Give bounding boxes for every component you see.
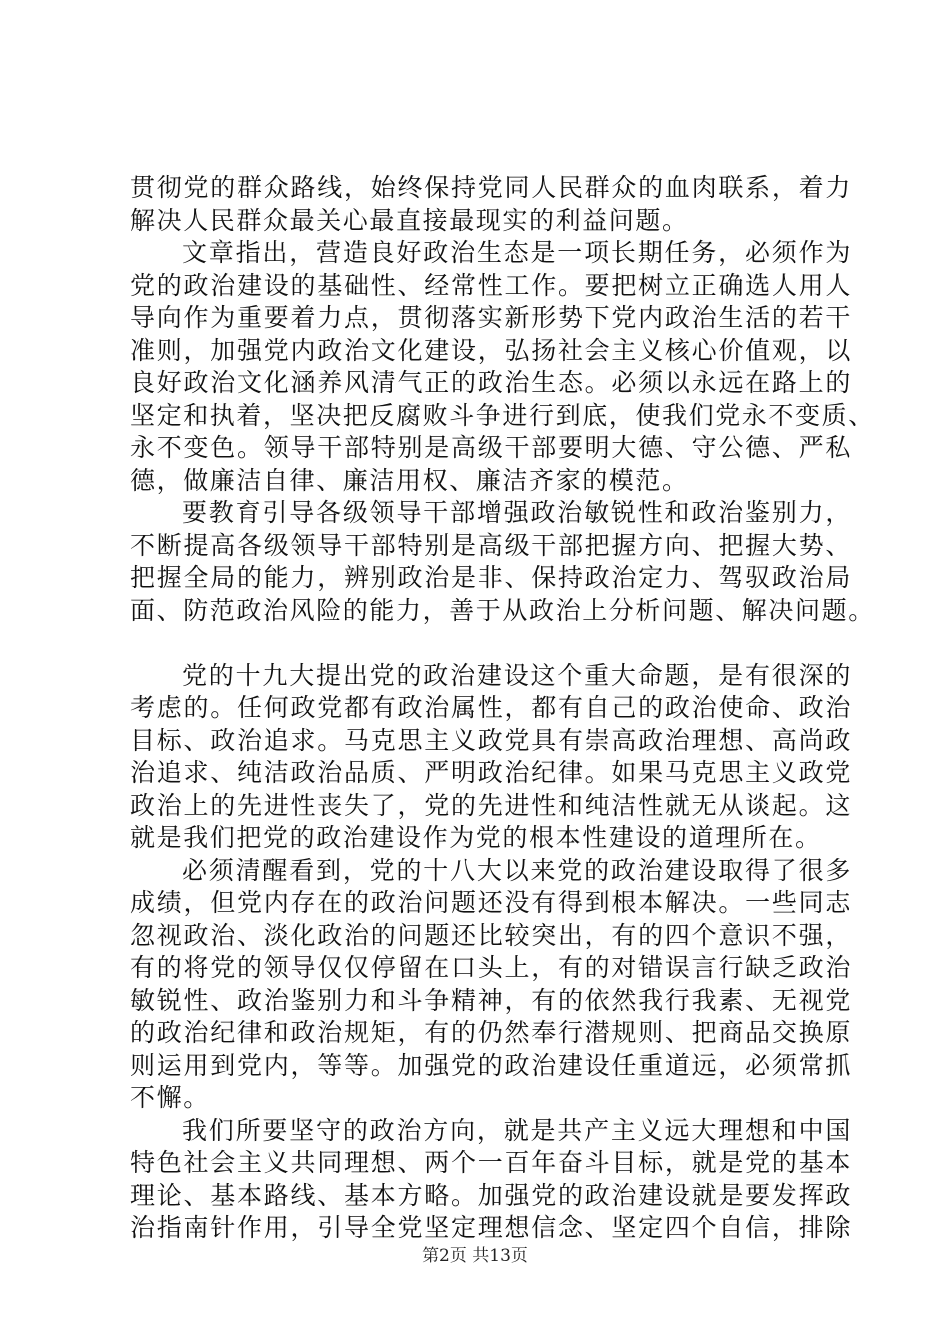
text-line: 的政治纪律和政治规矩，有的仍然奉行潜规则、把商品交换原 bbox=[130, 1018, 852, 1047]
text-line: 面、防范政治风险的能力，善于从政治上分析问题、解决问题。 bbox=[130, 595, 875, 625]
text-line: 理论、基本路线、基本方略。加强党的政治建设就是要发挥政 bbox=[130, 1180, 852, 1210]
text-line: 政治上的先进性丧失了，党的先进性和纯洁性就无从谈起。这 bbox=[130, 790, 852, 820]
text-line: 目标、政治追求。马克思主义政党具有崇高政治理想、高尚政 bbox=[130, 725, 852, 755]
text-line: 不懈。 bbox=[130, 1083, 210, 1112]
text-line: 把握全局的能力，辨别政治是非、保持政治定力、驾驭政治局 bbox=[130, 563, 852, 592]
text-line: 德，做廉洁自律、廉洁用权、廉洁齐家的模范。 bbox=[130, 465, 689, 495]
text-line: 准则，加强党内政治文化建设，弘扬社会主义核心价值观，以 bbox=[130, 335, 852, 365]
text-line: 我们所要坚守的政治方向，就是共产主义远大理想和中国 bbox=[182, 1115, 852, 1145]
text-line: 永不变色。领导干部特别是高级干部要明大德、守公德、严私 bbox=[130, 433, 852, 462]
text-line: 敏锐性、政治鉴别力和斗争精神，有的依然我行我素、无视党 bbox=[130, 985, 852, 1015]
text-line: 不断提高各级领导干部特别是高级干部把握方向、把握大势、 bbox=[130, 530, 852, 560]
page-footer bbox=[0, 1245, 950, 1267]
text-line: 党的政治建设的基础性、经常性工作。要把树立正确选人用人 bbox=[130, 270, 852, 300]
text-line: 成绩，但党内存在的政治问题还没有得到根本解决。一些同志 bbox=[130, 888, 852, 917]
text-line: 导向作为重要着力点，贯彻落实新形势下党内政治生活的若干 bbox=[130, 303, 852, 332]
paragraph-2 bbox=[130, 237, 875, 497]
text-line: 忽视政治、淡化政治的问题还比较突出，有的四个意识不强， bbox=[130, 920, 852, 950]
text-line: 特色社会主义共同理想、两个一百年奋斗目标，就是党的基本 bbox=[130, 1148, 852, 1177]
text-line: 良好政治文化涵养风清气正的政治生态。必须以永远在路上的 bbox=[130, 368, 852, 397]
text-line: 文章指出，营造良好政治生态是一项长期任务，必须作为 bbox=[182, 238, 852, 267]
paragraph-5 bbox=[130, 855, 852, 1115]
text-line: 治追求、纯洁政治品质、严明政治纪律。如果马克思主义政党 bbox=[130, 758, 852, 787]
text-line: 则运用到党内，等等。加强党的政治建设任重道远，必须常抓 bbox=[130, 1050, 852, 1080]
page-number-label: 第2页 共13页 bbox=[422, 1246, 528, 1266]
text-line: 党的十九大提出党的政治建设这个重大命题，是有很深的 bbox=[182, 660, 852, 690]
paragraph-6 bbox=[130, 1115, 852, 1245]
text-line: 贯彻党的群众路线，始终保持党同人民群众的血肉联系，着力 bbox=[130, 173, 852, 202]
text-line: 就是我们把党的政治建设作为党的根本性建设的道理所在。 bbox=[130, 823, 822, 852]
paragraph-3 bbox=[130, 497, 875, 627]
text-line: 要教育引导各级领导干部增强政治敏锐性和政治鉴别力， bbox=[182, 498, 852, 527]
text-line: 治指南针作用，引导全党坚定理想信念、坚定四个自信，排除 bbox=[130, 1213, 852, 1242]
document-body bbox=[130, 172, 875, 1245]
paragraph-4 bbox=[130, 660, 852, 855]
paragraph-1 bbox=[130, 172, 852, 237]
text-line: 考虑的。任何政党都有政治属性，都有自己的政治使命、政治 bbox=[130, 693, 852, 722]
text-line: 坚定和执着，坚决把反腐败斗争进行到底，使我们党永不变质、 bbox=[130, 400, 875, 430]
text-line: 必须清醒看到，党的十八大以来党的政治建设取得了很多 bbox=[182, 855, 852, 885]
paragraph-gap bbox=[130, 627, 852, 660]
text-line: 有的将党的领导仅仅停留在口头上，有的对错误言行缺乏政治 bbox=[130, 953, 852, 982]
text-line: 解决人民群众最关心最直接最现实的利益问题。 bbox=[130, 205, 689, 235]
